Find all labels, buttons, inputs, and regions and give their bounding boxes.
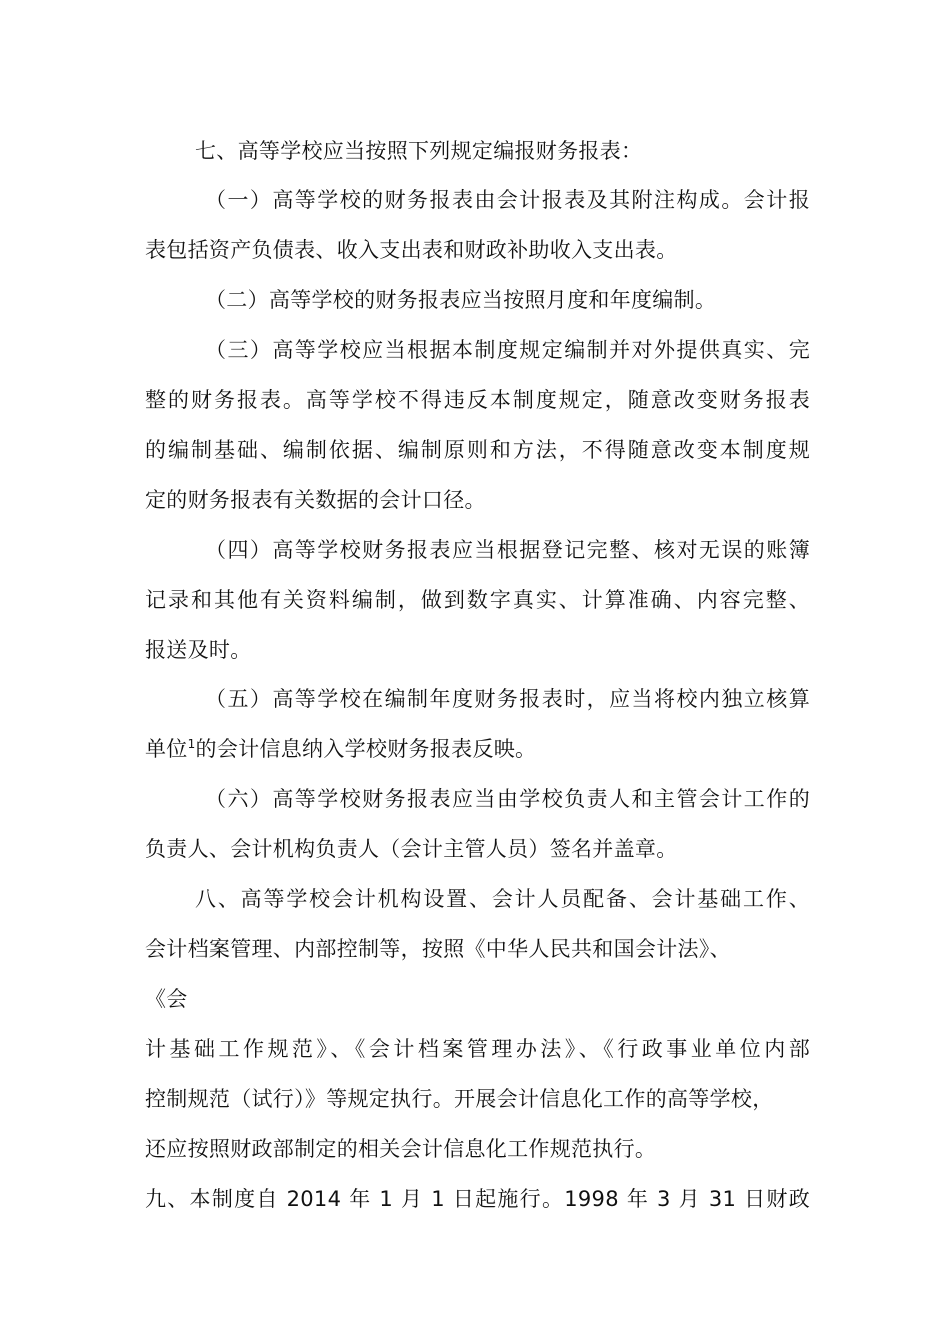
- paragraph-8-line-1: 八、高等学校会计机构设置、会计人员配备、会计基础工作、: [195, 887, 810, 911]
- item-3-line-4: 定的财务报表有关数据的会计口径。: [145, 488, 486, 512]
- item-4-line-3: 报送及时。: [145, 638, 252, 662]
- item-2-line-1: （二）高等学校的财务报表应当按照月度和年度编制。: [205, 288, 717, 312]
- item-4-line-2: 记录和其他有关资料编制，做到数字真实、计算准确、内容完整、: [145, 588, 810, 612]
- item-1-line-1: （一）高等学校的财务报表由会计报表及其附注构成。会计报: [205, 188, 810, 212]
- item-5-text-b: 的会计信息纳入学校财务报表反映。: [195, 737, 537, 761]
- item-1-line-2: 表包括资产负债表、收入支出表和财政补助收入支出表。: [145, 238, 678, 262]
- paragraph-8-line-4: 计基础工作规范》、《会计档案管理办法》、《行政事业单位内部: [145, 1037, 810, 1061]
- paragraph-8-line-6: 还应按照财政部制定的相关会计信息化工作规范执行。: [145, 1137, 657, 1161]
- item-5-line-1: （五）高等学校在编制年度财务报表时，应当将校内独立核算: [205, 687, 810, 711]
- paragraph-8-line-2: 会计档案管理、内部控制等，按照《中华人民共和国会计法》、: [145, 937, 731, 961]
- item-3-line-2: 整的财务报表。高等学校不得违反本制度规定，随意改变财务报表: [145, 388, 810, 412]
- item-3-line-1: （三）高等学校应当根据本制度规定编制并对外提供真实、完: [205, 338, 810, 362]
- item-5-text-a: 单位: [145, 737, 188, 761]
- paragraph-9-line-1: 九、本制度自 2014 年 1 月 1 日起施行。1998 年 3 月 31 日财政: [145, 1187, 810, 1211]
- item-6-line-2: 负责人、会计机构负责人（会计主管人员）签名并盖章。: [145, 837, 678, 861]
- item-4-line-1: （四）高等学校财务报表应当根据登记完整、核对无误的账簿: [205, 538, 810, 562]
- item-3-line-3: 的编制基础、编制依据、编制原则和方法，不得随意改变本制度规: [145, 438, 810, 462]
- item-5-line-2: [145, 734, 810, 764]
- paragraph-8-line-3: 《会: [145, 987, 188, 1011]
- footnote-marker: 1: [187, 737, 196, 751]
- item-6-line-1: （六）高等学校财务报表应当由学校负责人和主管会计工作的: [205, 787, 810, 811]
- paragraph-7-line-1: 七、高等学校应当按照下列规定编报财务报表：: [195, 139, 643, 163]
- paragraph-8-line-5: 控制规范（试行）》等规定执行。开展会计信息化工作的高等学校，: [145, 1087, 774, 1111]
